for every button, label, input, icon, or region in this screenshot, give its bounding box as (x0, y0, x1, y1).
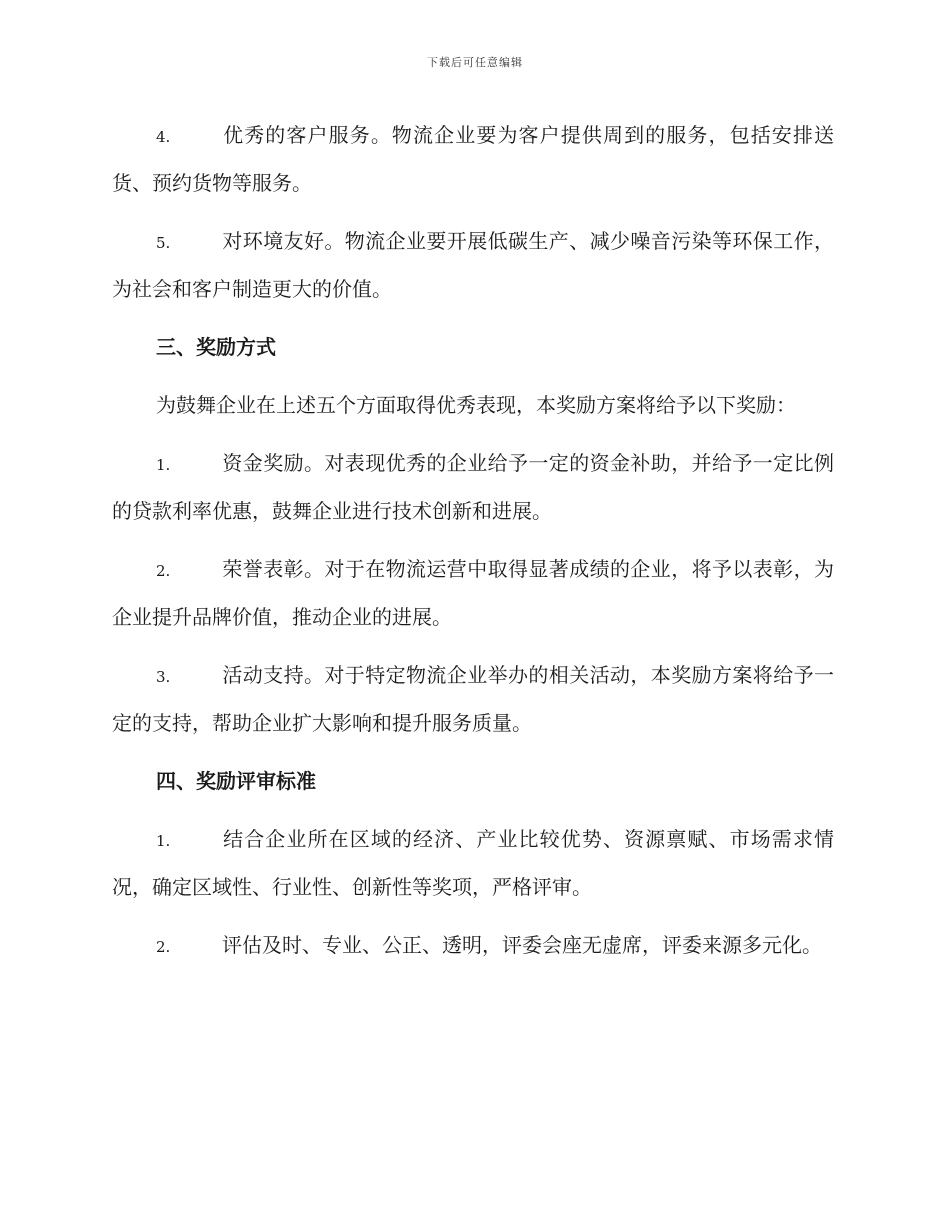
list-text: 优秀的客户服务。物流企业要为客户提供周到的服务，包括安排送货、预约货物等服务。 (112, 123, 834, 195)
list-text: 评估及时、专业、公正、透明，评委会座无虚席，评委来源多元化。 (222, 933, 822, 957)
document-body (112, 112, 834, 982)
list-number: 5. (156, 234, 171, 252)
section-heading-3: 三、奖励方式 (156, 335, 276, 359)
list-text: 对环境友好。物流企业要开展低碳生产、减少噪音污染等环保工作，为社会和客户制造更大的价值。 (112, 229, 834, 301)
reward-item-2 (112, 546, 834, 640)
list-item-4 (112, 112, 834, 206)
list-text: 资金奖励。对表现优秀的企业给予一定的资金补助，并给予一定比例的贷款利率优惠，鼓舞企业进行技术创新和进展。 (112, 451, 834, 523)
list-text: 活动支持。对于特定物流企业举办的相关活动，本奖励方案将给予一定的支持，帮助企业扩大影响和提升服务质量。 (112, 663, 834, 735)
reward-item-1 (112, 440, 834, 534)
list-number: 2. (156, 562, 171, 580)
criteria-item-2 (112, 922, 834, 970)
criteria-item-1 (112, 816, 834, 910)
reward-item-3 (112, 652, 834, 746)
section-intro: 为鼓舞企业在上述五个方面取得优秀表现，本奖励方案将给予以下奖励： (156, 393, 796, 417)
list-item-5 (112, 218, 834, 312)
page-header: 下载后可任意编辑 (427, 56, 523, 69)
list-number: 1. (156, 832, 171, 850)
list-text: 结合企业所在区域的经济、产业比较优势、资源禀赋、市场需求情况，确定区域性、行业性、创新性等奖项，严格评审。 (112, 827, 834, 899)
list-number: 2. (156, 938, 171, 956)
list-number: 3. (156, 668, 171, 686)
list-number: 1. (156, 456, 171, 474)
list-text: 荣誉表彰。对于在物流运营中取得显著成绩的企业，将予以表彰，为企业提升品牌价值，推动企业的进展。 (112, 557, 834, 629)
section-heading-4: 四、奖励评审标准 (156, 769, 316, 793)
list-number: 4. (156, 128, 171, 146)
